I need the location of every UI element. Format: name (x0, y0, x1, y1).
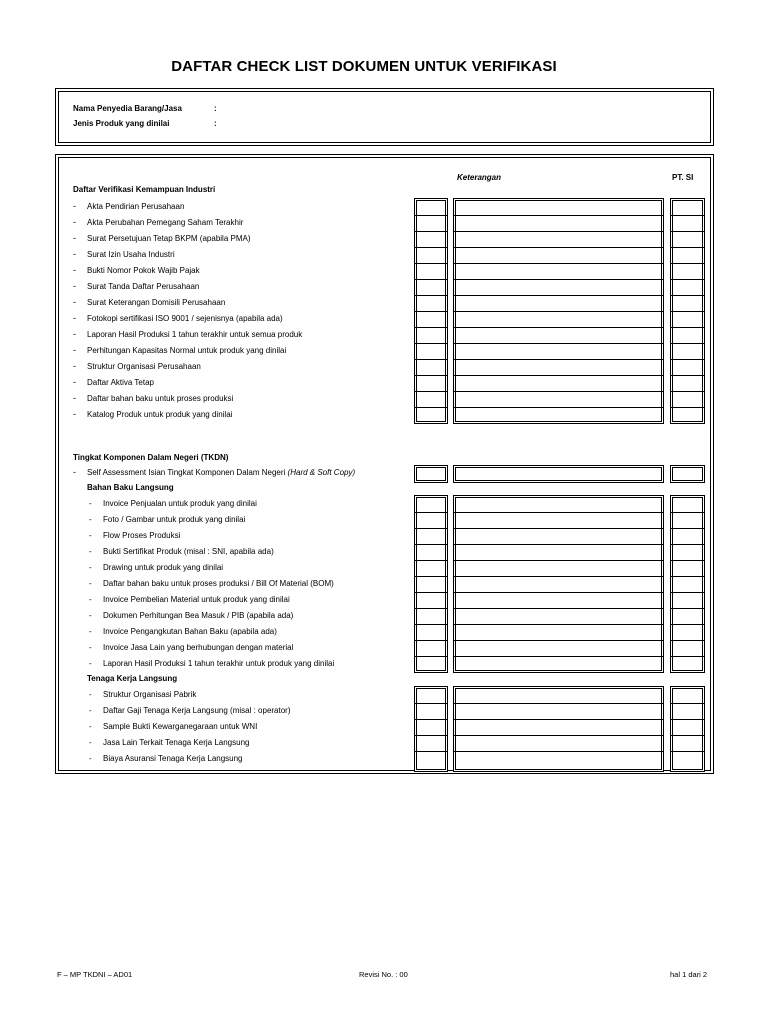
row-separator (671, 703, 704, 704)
row-separator (415, 343, 447, 344)
checklist-item-bahan-baku: Daftar bahan baku untuk proses produksi / Bill Of Material (BOM) (103, 579, 334, 588)
form-code: F – MP TKDNI – AD01 (57, 970, 133, 979)
row-separator (415, 375, 447, 376)
checklist-item-tenaga-kerja: Jasa Lain Terkait Tenaga Kerja Langsung (103, 738, 250, 747)
product-colon: : (214, 119, 217, 128)
checklist-item-industry: Akta Pendirian Perusahaan (87, 202, 185, 211)
row-separator (671, 263, 704, 264)
row-separator (671, 391, 704, 392)
row-separator (415, 263, 447, 264)
row-separator (671, 359, 704, 360)
row-separator (415, 560, 447, 561)
row-separator (671, 640, 704, 641)
row-separator (454, 624, 663, 625)
bullet-dash: - (73, 249, 76, 259)
checkbox-check-inner-border (416, 688, 446, 770)
bullet-dash: - (89, 643, 92, 652)
row-separator (671, 343, 704, 344)
row-separator (671, 407, 704, 408)
bullet-dash: - (73, 233, 76, 243)
bullet-dash: - (89, 595, 92, 604)
row-separator (454, 640, 663, 641)
checkbox-pt-si-group-industry[interactable] (670, 198, 705, 424)
bullet-dash: - (89, 690, 92, 699)
bullet-dash: - (89, 563, 92, 572)
product-label: Jenis Produk yang dinilai (73, 119, 170, 128)
row-separator (415, 407, 447, 408)
row-separator (671, 751, 704, 752)
row-separator (454, 703, 663, 704)
row-separator (454, 327, 663, 328)
row-separator (671, 231, 704, 232)
row-separator (415, 327, 447, 328)
checkbox-check-group-tenaga-kerja[interactable] (414, 686, 448, 772)
checklist-item-industry: Struktur Organisasi Perusahaan (87, 362, 201, 371)
row-separator (454, 407, 663, 408)
row-separator (454, 608, 663, 609)
bullet-dash: - (89, 499, 92, 508)
column-header-notes: Keterangan (457, 173, 502, 182)
bullet-dash: - (73, 361, 76, 371)
row-separator (415, 656, 447, 657)
row-separator (454, 279, 663, 280)
row-separator (671, 608, 704, 609)
row-separator (454, 735, 663, 736)
checkbox-pt-si-self-assessment[interactable] (670, 465, 705, 483)
notes-field-inner-border (455, 497, 662, 671)
checklist-item-industry: Fotokopi sertifikasi ISO 9001 / sejenisnya (apabila ada) (87, 314, 283, 323)
checklist-item-bahan-baku: Bukti Sertifikat Produk (misal : SNI, apabila ada) (103, 547, 274, 556)
row-separator (415, 544, 447, 545)
row-separator (671, 592, 704, 593)
bullet-dash: - (89, 547, 92, 556)
bullet-dash: - (73, 467, 76, 477)
checklist-item-bahan-baku: Invoice Pengangkutan Bahan Baku (apabila ada) (103, 627, 277, 636)
row-separator (415, 608, 447, 609)
row-separator (415, 719, 447, 720)
row-separator (454, 247, 663, 248)
row-separator (415, 528, 447, 529)
bullet-dash: - (89, 515, 92, 524)
row-separator (454, 656, 663, 657)
checklist-item-industry: Laporan Hasil Produksi 1 tahun terakhir untuk semua produk (87, 330, 303, 339)
row-separator (415, 215, 447, 216)
section-heading-tkdn: Tingkat Komponen Dalam Negeri (TKDN) (73, 453, 229, 462)
checklist-item-tenaga-kerja: Struktur Organisasi Pabrik (103, 690, 197, 699)
supplier-value[interactable] (224, 104, 424, 114)
row-separator (415, 359, 447, 360)
row-separator (671, 528, 704, 529)
notes-field-group-tenaga-kerja[interactable] (453, 686, 664, 772)
row-separator (415, 231, 447, 232)
checkbox-pt-si-inner-border (672, 688, 703, 770)
checklist-item-industry: Surat Izin Usaha Industri (87, 250, 175, 259)
row-separator (454, 263, 663, 264)
row-separator (415, 391, 447, 392)
checklist-item-industry: Katalog Produk untuk produk yang dinilai (87, 410, 233, 419)
row-separator (671, 215, 704, 216)
checklist-item-bahan-baku: Laporan Hasil Produksi 1 tahun terakhir untuk produk yang dinilai (103, 659, 335, 668)
self-assessment-note: (Hard & Soft Copy) (287, 468, 356, 477)
checklist-item-tenaga-kerja: Daftar Gaji Tenaga Kerja Langsung (misal : operator) (103, 706, 291, 715)
notes-field-inner-border (455, 688, 662, 770)
row-separator (454, 391, 663, 392)
row-separator (671, 735, 704, 736)
row-separator (454, 215, 663, 216)
row-separator (454, 576, 663, 577)
bullet-dash: - (73, 345, 76, 355)
row-separator (454, 751, 663, 752)
row-separator (671, 560, 704, 561)
row-separator (454, 544, 663, 545)
notes-field-group-industry[interactable] (453, 198, 664, 424)
page-number: hal 1 dari 2 (670, 970, 708, 979)
row-separator (671, 624, 704, 625)
bullet-dash: - (89, 754, 92, 763)
checkbox-pt-si-inner-border (672, 497, 703, 671)
checkbox-pt-si-inner-border (672, 467, 703, 481)
row-separator (415, 576, 447, 577)
product-value[interactable] (224, 119, 424, 129)
bullet-dash: - (73, 281, 76, 291)
section-heading-industry: Daftar Verifikasi Kemampuan Industri (73, 185, 216, 194)
row-separator (454, 528, 663, 529)
row-separator (415, 247, 447, 248)
row-separator (454, 311, 663, 312)
checklist-item-tenaga-kerja: Sample Bukti Kewarganegaraan untuk WNI (103, 722, 258, 731)
bullet-dash: - (73, 329, 76, 339)
row-separator (454, 560, 663, 561)
row-separator (415, 624, 447, 625)
bullet-dash: - (73, 409, 76, 419)
checklist-item-bahan-baku: Invoice Penjualan untuk produk yang dinilai (103, 499, 257, 508)
checklist-item-tenaga-kerja: Biaya Asuransi Tenaga Kerja Langsung (103, 754, 243, 763)
supplier-label: Nama Penyedia Barang/Jasa (73, 104, 182, 113)
row-separator (454, 343, 663, 344)
bullet-dash: - (89, 659, 92, 668)
header-box-inner-border (58, 91, 711, 143)
row-separator (415, 640, 447, 641)
subsection-heading-tenaga-kerja: Tenaga Kerja Langsung (87, 674, 178, 683)
bullet-dash: - (73, 377, 76, 387)
checkbox-pt-si-group-bahan-baku[interactable] (670, 495, 705, 673)
bullet-dash: - (73, 393, 76, 403)
bullet-dash: - (73, 265, 76, 275)
row-separator (671, 279, 704, 280)
checklist-item-bahan-baku: Foto / Gambar untuk produk yang dinilai (103, 515, 246, 524)
page-title: DAFTAR CHECK LIST DOKUMEN UNTUK VERIFIKASI (171, 58, 557, 75)
notes-field-group-bahan-baku[interactable] (453, 495, 664, 673)
bullet-dash: - (73, 201, 76, 211)
bullet-dash: - (89, 706, 92, 715)
row-separator (671, 512, 704, 513)
row-separator (671, 311, 704, 312)
row-separator (671, 375, 704, 376)
row-separator (671, 295, 704, 296)
bullet-dash: - (89, 627, 92, 636)
checklist-item-industry: Daftar bahan baku untuk proses produksi (87, 394, 234, 403)
checklist-item-self-assessment: Self Assessment Isian Tingkat Komponen Dalam Negeri (Hard & Soft Copy) (87, 468, 356, 477)
row-separator (454, 295, 663, 296)
bullet-dash: - (89, 531, 92, 540)
row-separator (415, 592, 447, 593)
column-header-pt-si: PT. SI (672, 173, 694, 182)
bullet-dash: - (89, 579, 92, 588)
checklist-item-bahan-baku: Drawing untuk produk yang dinilai (103, 563, 224, 572)
checklist-item-industry: Bukti Nomor Pokok Wajib Pajak (87, 266, 200, 275)
subsection-heading-bahan-baku: Bahan Baku Langsung (87, 483, 174, 492)
row-separator (454, 375, 663, 376)
bullet-dash: - (73, 217, 76, 227)
row-separator (454, 512, 663, 513)
checkbox-check-inner-border (416, 467, 446, 481)
checklist-item-bahan-baku: Invoice Jasa Lain yang berhubungan dengan material (103, 643, 294, 652)
row-separator (415, 295, 447, 296)
revision-number: Revisi No. : 00 (359, 970, 408, 979)
checklist-item-industry: Akta Perubahan Pemegang Saham Terakhir (87, 218, 244, 227)
row-separator (415, 735, 447, 736)
checklist-item-bahan-baku: Invoice Pembelian Material untuk produk yang dinilai (103, 595, 290, 604)
checkbox-check-group-industry[interactable] (414, 198, 448, 424)
notes-field-self-assessment[interactable] (453, 465, 664, 483)
bullet-dash: - (89, 738, 92, 747)
checkbox-check-self-assessment[interactable] (414, 465, 448, 483)
row-separator (671, 656, 704, 657)
bullet-dash: - (73, 313, 76, 323)
row-separator (671, 544, 704, 545)
checkbox-check-inner-border (416, 497, 446, 671)
row-separator (671, 327, 704, 328)
checklist-item-bahan-baku: Dokumen Perhitungan Bea Masuk / PIB (apabila ada) (103, 611, 294, 620)
bullet-dash: - (89, 722, 92, 731)
notes-field-inner-border (455, 467, 662, 481)
checkbox-pt-si-group-tenaga-kerja[interactable] (670, 686, 705, 772)
row-separator (454, 592, 663, 593)
row-separator (671, 719, 704, 720)
row-separator (454, 231, 663, 232)
row-separator (671, 247, 704, 248)
checkbox-check-group-bahan-baku[interactable] (414, 495, 448, 673)
checklist-item-bahan-baku: Flow Proses Produksi (103, 531, 181, 540)
row-separator (415, 703, 447, 704)
row-separator (454, 719, 663, 720)
checklist-item-industry: Surat Tanda Daftar Perusahaan (87, 282, 200, 291)
header-box (55, 88, 714, 146)
row-separator (415, 279, 447, 280)
checklist-item-industry: Perhitungan Kapasitas Normal untuk produk yang dinilai (87, 346, 287, 355)
checklist-item-industry: Surat Persetujuan Tetap BKPM (apabila PMA) (87, 234, 251, 243)
row-separator (415, 751, 447, 752)
bullet-dash: - (89, 611, 92, 620)
row-separator (415, 512, 447, 513)
row-separator (454, 359, 663, 360)
row-separator (671, 576, 704, 577)
row-separator (415, 311, 447, 312)
checklist-item-industry: Daftar Aktiva Tetap (87, 378, 154, 387)
supplier-colon: : (214, 104, 217, 113)
bullet-dash: - (73, 297, 76, 307)
checklist-item-industry: Surat Keterangan Domisili Perusahaan (87, 298, 226, 307)
